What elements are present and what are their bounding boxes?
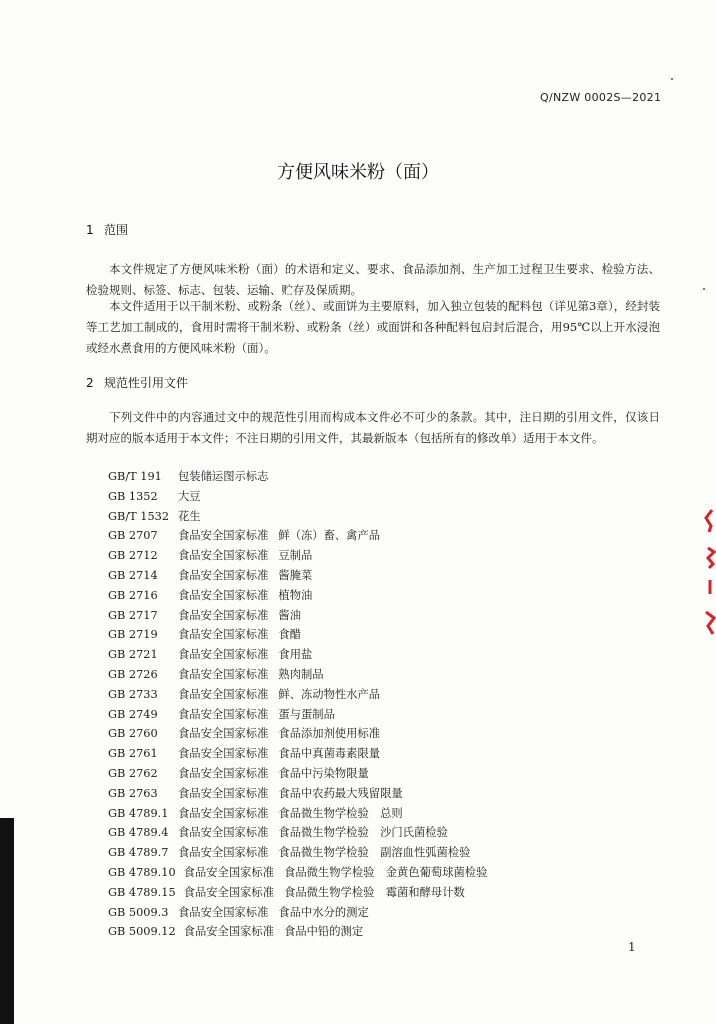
reference-item <box>108 546 487 566</box>
reference-title: 豆制品 <box>278 549 313 563</box>
scan-speck <box>671 78 673 80</box>
reference-title: 花生 <box>178 509 201 523</box>
reference-standard-type: 食品安全国家标准 <box>178 826 269 840</box>
reference-title: 食醋 <box>278 628 301 642</box>
reference-standard-type: 食品安全国家标准 <box>178 648 269 662</box>
reference-item <box>108 705 487 725</box>
reference-code: GB 2707 <box>108 529 158 543</box>
reference-title: 酱腌菜 <box>278 568 313 582</box>
reference-title: 食品中真菌毒素限量 <box>278 747 381 761</box>
reference-title: 食用盐 <box>278 648 313 662</box>
reference-code: GB 2717 <box>108 608 158 622</box>
reference-item <box>108 724 487 744</box>
reference-item <box>108 586 487 606</box>
section-heading-scope <box>86 221 128 238</box>
reference-standard-type: 食品安全国家标准 <box>178 628 269 642</box>
reference-title: 食品中农药最大残留限量 <box>278 786 403 800</box>
reference-item <box>108 685 487 705</box>
reference-standard-type: 食品安全国家标准 <box>183 925 275 939</box>
reference-code: GB 4789.15 <box>108 885 176 899</box>
reference-code: GB 2716 <box>108 588 158 602</box>
reference-code: GB 2726 <box>108 667 158 681</box>
reference-code: GB/T 191 <box>108 470 162 483</box>
reference-title: 食品添加剂使用标准 <box>278 727 381 741</box>
reference-title: 食品微生物学检验 总则 <box>278 806 403 820</box>
reference-item <box>108 665 487 685</box>
scope-paragraph-1: 本文件规定了方便风味米粉（面）的术语和定义、要求、食品添加剂、生产加工过程卫生要求、检验方法、检验规则、标签、标志、包装、运输、贮存及保质期。 <box>86 262 660 297</box>
section-title: 规范性引用文件 <box>104 376 189 390</box>
reference-list <box>108 467 487 942</box>
reference-standard-type: 食品安全国家标准 <box>178 766 269 780</box>
reference-title: 蛋与蛋制品 <box>278 707 335 721</box>
reference-item <box>108 863 487 883</box>
reference-standard-type: 食品安全国家标准 <box>178 846 269 860</box>
reference-standard-type: 食品安全国家标准 <box>178 747 269 761</box>
reference-item <box>108 804 487 824</box>
section-number: 2 <box>86 376 94 390</box>
section-number: 1 <box>86 223 94 237</box>
document-title: 方便风味米粉（面） <box>277 162 439 183</box>
reference-code: GB 5009.3 <box>108 905 169 919</box>
reference-code: GB 2763 <box>108 786 158 800</box>
reference-code: GB 2760 <box>108 727 158 741</box>
reference-item <box>108 487 487 507</box>
reference-item <box>108 922 487 942</box>
reference-code: GB 2714 <box>108 568 158 582</box>
reference-item <box>108 467 487 487</box>
scan-speck <box>703 288 705 290</box>
reference-code: GB 2721 <box>108 648 158 662</box>
reference-item <box>108 625 487 645</box>
reference-standard-type: 食品安全国家标准 <box>178 608 269 622</box>
reference-title: 食品中污染物限量 <box>278 766 369 780</box>
reference-item <box>108 645 487 665</box>
reference-standard-type: 食品安全国家标准 <box>178 687 269 701</box>
reference-title: 食品微生物学检验 沙门氏菌检验 <box>278 826 448 840</box>
reference-title: 鲜（冻）畜、禽产品 <box>278 529 381 543</box>
reference-standard-type: 食品安全国家标准 <box>178 667 269 681</box>
reference-title: 食品中水分的测定 <box>278 905 369 919</box>
reference-standard-type: 食品安全国家标准 <box>178 529 269 543</box>
page-number: 1 <box>628 940 636 954</box>
reference-title: 酱油 <box>278 608 301 622</box>
reference-code: GB 2719 <box>108 628 158 642</box>
reference-title: 鲜、冻动物性水产品 <box>278 687 381 701</box>
reference-item <box>108 883 487 903</box>
reference-item <box>108 764 487 784</box>
reference-standard-type: 食品安全国家标准 <box>178 549 269 563</box>
reference-standard-type: 食品安全国家标准 <box>183 885 275 899</box>
reference-title: 食品微生物学检验 霉菌和酵母计数 <box>284 885 465 899</box>
reference-item <box>108 606 487 626</box>
reference-code: GB 2761 <box>108 747 158 761</box>
reference-item <box>108 843 487 863</box>
reference-standard-type: 食品安全国家标准 <box>178 568 269 582</box>
reference-item <box>108 903 487 923</box>
reference-item <box>108 744 487 764</box>
section-heading-normative-references <box>86 374 188 391</box>
reference-item <box>108 823 487 843</box>
reference-standard-type: 食品安全国家标准 <box>178 727 269 741</box>
reference-title: 植物油 <box>278 588 313 602</box>
reference-code: GB 1352 <box>108 489 158 503</box>
reference-title: 包装储运图示标志 <box>178 470 269 483</box>
reference-code: GB 2762 <box>108 766 158 780</box>
reference-item <box>108 566 487 586</box>
reference-title: 大豆 <box>178 489 201 503</box>
reference-code: GB 4789.1 <box>108 806 169 820</box>
reference-code: GB 2733 <box>108 687 158 701</box>
reference-item <box>108 526 487 546</box>
reference-code: GB 2749 <box>108 707 158 721</box>
reference-standard-type: 食品安全国家标准 <box>178 707 269 721</box>
stamp-icon <box>700 508 716 638</box>
reference-code: GB/T 1532 <box>108 509 170 523</box>
reference-standard-type: 食品安全国家标准 <box>178 905 269 919</box>
references-intro-paragraph: 下列文件中的内容通过文中的规范性引用而构成本文件必不可少的条款。其中，注日期的引用文件，仅该日期对应的版本适用于本文件；不注日期的引用文件，其最新版本（包括所有的修改单）适用于本文件。 <box>86 410 660 445</box>
reference-code: GB 4789.10 <box>108 865 176 879</box>
reference-standard-type: 食品安全国家标准 <box>178 588 269 602</box>
scope-paragraph-2: 本文件适用于以干制米粉、或粉条（丝）、或面饼为主要原料，加入独立包装的配料包（详见第3章），经封装等工艺加工制成的，食用时需将干制米粉、或粉条（丝）或面饼和各种配料包启封后混合，用95℃以上开水浸泡或经水煮食用的方便风味米粉（面）。 <box>86 299 660 355</box>
reference-code: GB 2712 <box>108 549 158 563</box>
scan-margin-shadow <box>0 818 14 1024</box>
reference-code: GB 4789.4 <box>108 826 169 840</box>
reference-title: 熟肉制品 <box>278 667 324 681</box>
reference-code: GB 4789.7 <box>108 846 169 860</box>
reference-title: 食品中铅的测定 <box>284 925 364 939</box>
reference-item <box>108 784 487 804</box>
reference-standard-type: 食品安全国家标准 <box>178 806 269 820</box>
document-code: Q/NZW 0002S—2021 <box>540 91 662 104</box>
reference-item <box>108 507 487 527</box>
reference-standard-type: 食品安全国家标准 <box>178 786 269 800</box>
reference-title: 食品微生物学检验 副溶血性弧菌检验 <box>278 846 471 860</box>
section-title: 范围 <box>104 223 129 237</box>
reference-code: GB 5009.12 <box>108 925 176 939</box>
reference-title: 食品微生物学检验 金黄色葡萄球菌检验 <box>284 865 488 879</box>
reference-standard-type: 食品安全国家标准 <box>183 865 275 879</box>
